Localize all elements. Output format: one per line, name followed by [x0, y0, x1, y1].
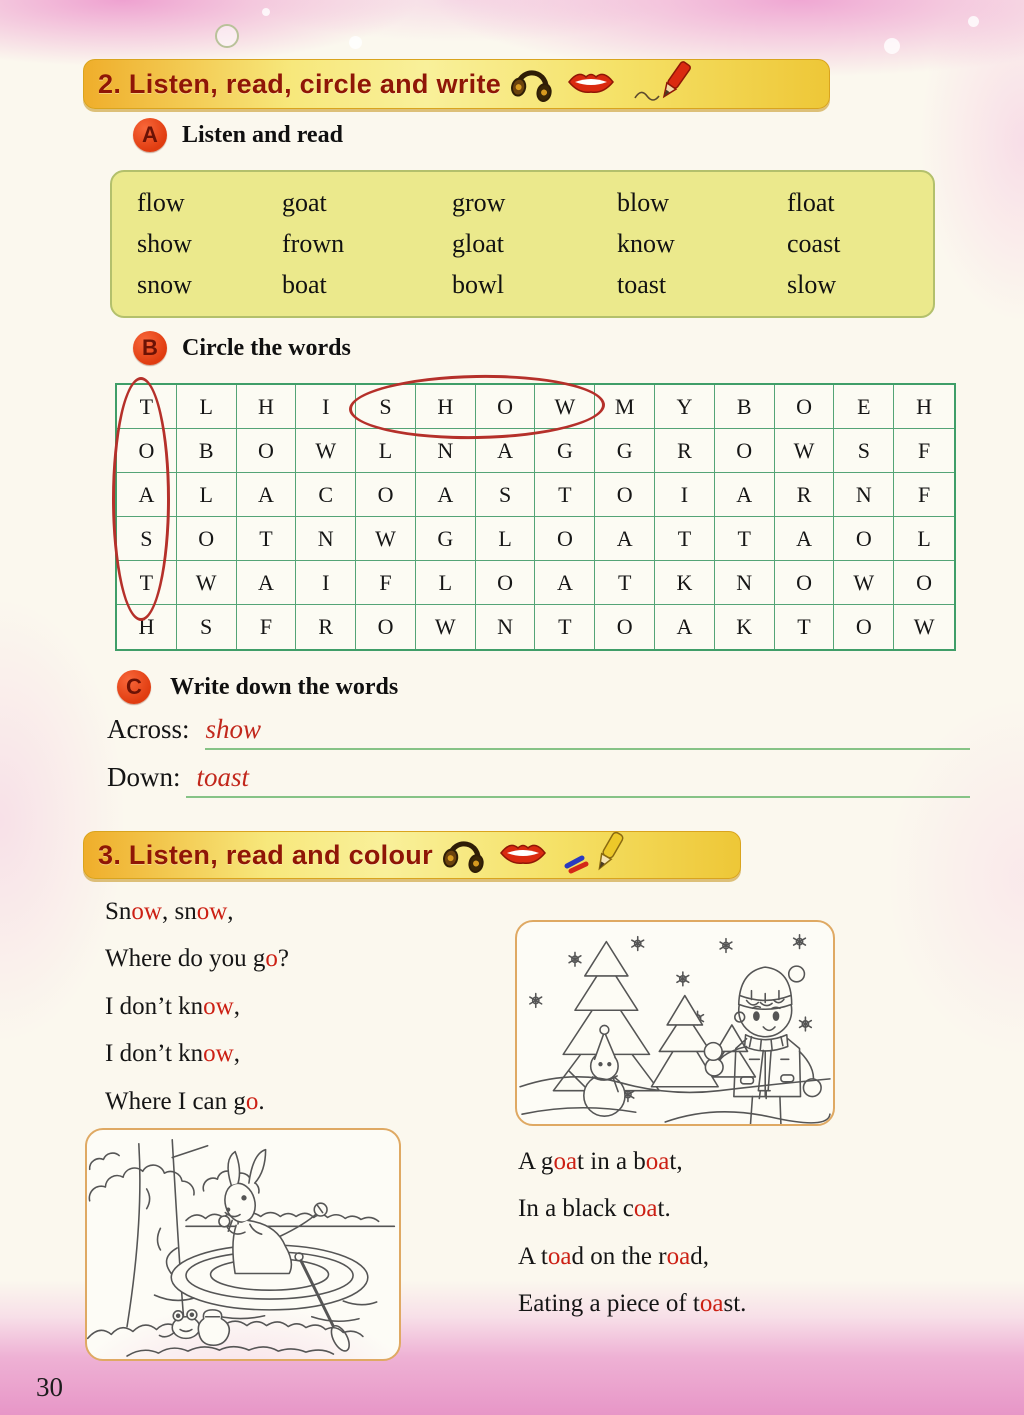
grid-cell: O: [595, 473, 655, 517]
grid-cell: A: [476, 429, 536, 473]
part-c-title: Write down the words: [170, 674, 399, 700]
grid-cell: O: [177, 517, 237, 561]
grid-cell: A: [416, 473, 476, 517]
across-row: [107, 714, 261, 745]
across-answer: show: [205, 714, 262, 744]
grid-cell: A: [237, 561, 297, 605]
grid-cell: W: [356, 517, 416, 561]
activity3-title: 3. Listen, read and colour: [98, 839, 433, 870]
grid-cell: H: [416, 385, 476, 429]
grid-cell: G: [416, 517, 476, 561]
poem-line: Where I can g o .: [105, 1087, 265, 1115]
decorative-dot: [349, 36, 362, 49]
grid-cell: T: [655, 517, 715, 561]
grid-cell: O: [117, 429, 177, 473]
red-pencil-icon: [627, 60, 697, 109]
grid-cell: O: [834, 605, 894, 649]
word-row: [137, 265, 913, 306]
grid-cell: T: [715, 517, 775, 561]
grid-cell: T: [535, 473, 595, 517]
grid-cell: L: [476, 517, 536, 561]
lips-icon: [497, 838, 549, 873]
grid-cell: I: [655, 473, 715, 517]
down-row: [107, 762, 249, 793]
grid-cell: N: [834, 473, 894, 517]
grid-cell: O: [476, 561, 536, 605]
grid-cell: O: [834, 517, 894, 561]
vocabulary-word: bowl: [452, 270, 504, 300]
grid-cell: O: [476, 385, 536, 429]
decorative-dot: [968, 16, 979, 27]
poem-line: Eating a piece of t oa st.: [518, 1290, 747, 1318]
grid-cell: O: [237, 429, 297, 473]
poem-line: A t oa d on the r oa d,: [518, 1242, 709, 1270]
vocabulary-word: blow: [617, 187, 669, 217]
part-a-title: Listen and read: [182, 122, 343, 148]
snow-poem: [105, 888, 289, 1126]
grid-cell: F: [237, 605, 297, 649]
decorative-dot: [884, 38, 900, 54]
grid-cell: A: [655, 605, 715, 649]
grid-cell: O: [894, 561, 954, 605]
down-write-line: [186, 796, 970, 798]
grid-cell: S: [834, 429, 894, 473]
grid-cell: O: [356, 473, 416, 517]
grid-cell: Y: [655, 385, 715, 429]
down-answer: toast: [196, 762, 250, 792]
grid-cell: W: [416, 605, 476, 649]
grid-cell: A: [117, 473, 177, 517]
grid-cell: T: [117, 385, 177, 429]
poem-line: In a black c oa t.: [518, 1195, 671, 1223]
grid-cell: O: [595, 605, 655, 649]
grid-cell: O: [715, 429, 775, 473]
grid-cell: O: [775, 385, 835, 429]
activity2-banner: [83, 59, 830, 109]
lips-icon: [565, 67, 617, 102]
vocabulary-word: know: [617, 228, 675, 258]
part-b-title: Circle the words: [182, 335, 351, 361]
poem-line: Where do you g o ?: [105, 945, 289, 973]
vocabulary-word: show: [137, 228, 192, 258]
grid-cell: N: [715, 561, 775, 605]
grid-cell: N: [416, 429, 476, 473]
poem-line: A g oa t in a b oa t,: [518, 1147, 683, 1175]
grid-cell: O: [356, 605, 416, 649]
grid-cell: A: [595, 517, 655, 561]
vocabulary-word: boat: [282, 270, 327, 300]
vocabulary-word: gloat: [452, 228, 504, 258]
vocabulary-word-box: [110, 170, 935, 318]
grid-cell: T: [535, 605, 595, 649]
grid-cell: K: [715, 605, 775, 649]
grid-cell: N: [476, 605, 536, 649]
grid-cell: H: [237, 385, 297, 429]
grid-cell: W: [296, 429, 356, 473]
grid-cell: R: [775, 473, 835, 517]
poem-line: Sn ow , sn ow ,: [105, 897, 234, 925]
grid-cell: T: [117, 561, 177, 605]
grid-cell: A: [535, 561, 595, 605]
grid-cell: H: [117, 605, 177, 649]
vocabulary-word: toast: [617, 270, 667, 300]
goat-in-boat-illustration: [85, 1128, 401, 1361]
grid-cell: B: [715, 385, 775, 429]
grid-cell: L: [177, 385, 237, 429]
word-row: [137, 182, 913, 223]
crayons-pencil-icon: [559, 831, 631, 880]
headphones-icon: [443, 832, 487, 879]
headphones-icon: [511, 61, 555, 108]
grid-cell: L: [356, 429, 416, 473]
grid-cell: W: [834, 561, 894, 605]
grid-cell: R: [296, 605, 356, 649]
vocabulary-word: snow: [137, 270, 192, 300]
part-c-badge: C: [117, 670, 151, 704]
grid-cell: O: [775, 561, 835, 605]
vocabulary-word: grow: [452, 187, 506, 217]
grid-cell: W: [894, 605, 954, 649]
grid-cell: G: [595, 429, 655, 473]
grid-cell: T: [595, 561, 655, 605]
word-row: [137, 223, 913, 264]
grid-cell: L: [177, 473, 237, 517]
grid-cell: S: [117, 517, 177, 561]
poem-line: I don’t kn ow ,: [105, 992, 240, 1020]
vocabulary-word: float: [787, 187, 835, 217]
grid-cell: S: [356, 385, 416, 429]
grid-cell: C: [296, 473, 356, 517]
activity3-banner: [83, 831, 741, 879]
grid-cell: I: [296, 561, 356, 605]
grid-cell: F: [894, 473, 954, 517]
vocabulary-word: slow: [787, 270, 837, 300]
activity2-title: 2. Listen, read, circle and write: [98, 68, 502, 99]
across-label: Across:: [107, 714, 190, 744]
grid-cell: T: [237, 517, 297, 561]
word-search-grid: [115, 383, 956, 651]
grid-cell: W: [775, 429, 835, 473]
down-label: Down:: [107, 762, 181, 792]
grid-cell: E: [834, 385, 894, 429]
grid-cell: M: [595, 385, 655, 429]
grid-cell: T: [775, 605, 835, 649]
grid-cell: N: [296, 517, 356, 561]
grid-cell: A: [237, 473, 297, 517]
grid-cell: R: [655, 429, 715, 473]
grid-cell: F: [894, 429, 954, 473]
grid-cell: S: [177, 605, 237, 649]
grid-cell: W: [535, 385, 595, 429]
grid-cell: H: [894, 385, 954, 429]
vocabulary-word: goat: [282, 187, 327, 217]
grid-cell: A: [715, 473, 775, 517]
goat-poem: [518, 1138, 746, 1328]
grid-cell: K: [655, 561, 715, 605]
grid-cell: L: [416, 561, 476, 605]
vocabulary-word: frown: [282, 228, 345, 258]
grid-cell: B: [177, 429, 237, 473]
grid-cell: O: [535, 517, 595, 561]
grid-cell: F: [356, 561, 416, 605]
vocabulary-word: coast: [787, 228, 841, 258]
grid-cell: L: [894, 517, 954, 561]
poem-line: I don’t kn ow ,: [105, 1040, 240, 1068]
grid-cell: W: [177, 561, 237, 605]
grid-cell: I: [296, 385, 356, 429]
grid-cell: S: [476, 473, 536, 517]
winter-scene-illustration: [515, 920, 835, 1126]
grid-cell: G: [535, 429, 595, 473]
part-a-badge: A: [133, 118, 167, 152]
vocabulary-word: flow: [137, 187, 185, 217]
page-number: 30: [36, 1372, 63, 1402]
decorative-ring: [215, 24, 239, 48]
decorative-dot: [262, 8, 270, 16]
grid-cell: A: [775, 517, 835, 561]
part-b-badge: B: [133, 331, 167, 365]
across-write-line: [205, 748, 970, 750]
